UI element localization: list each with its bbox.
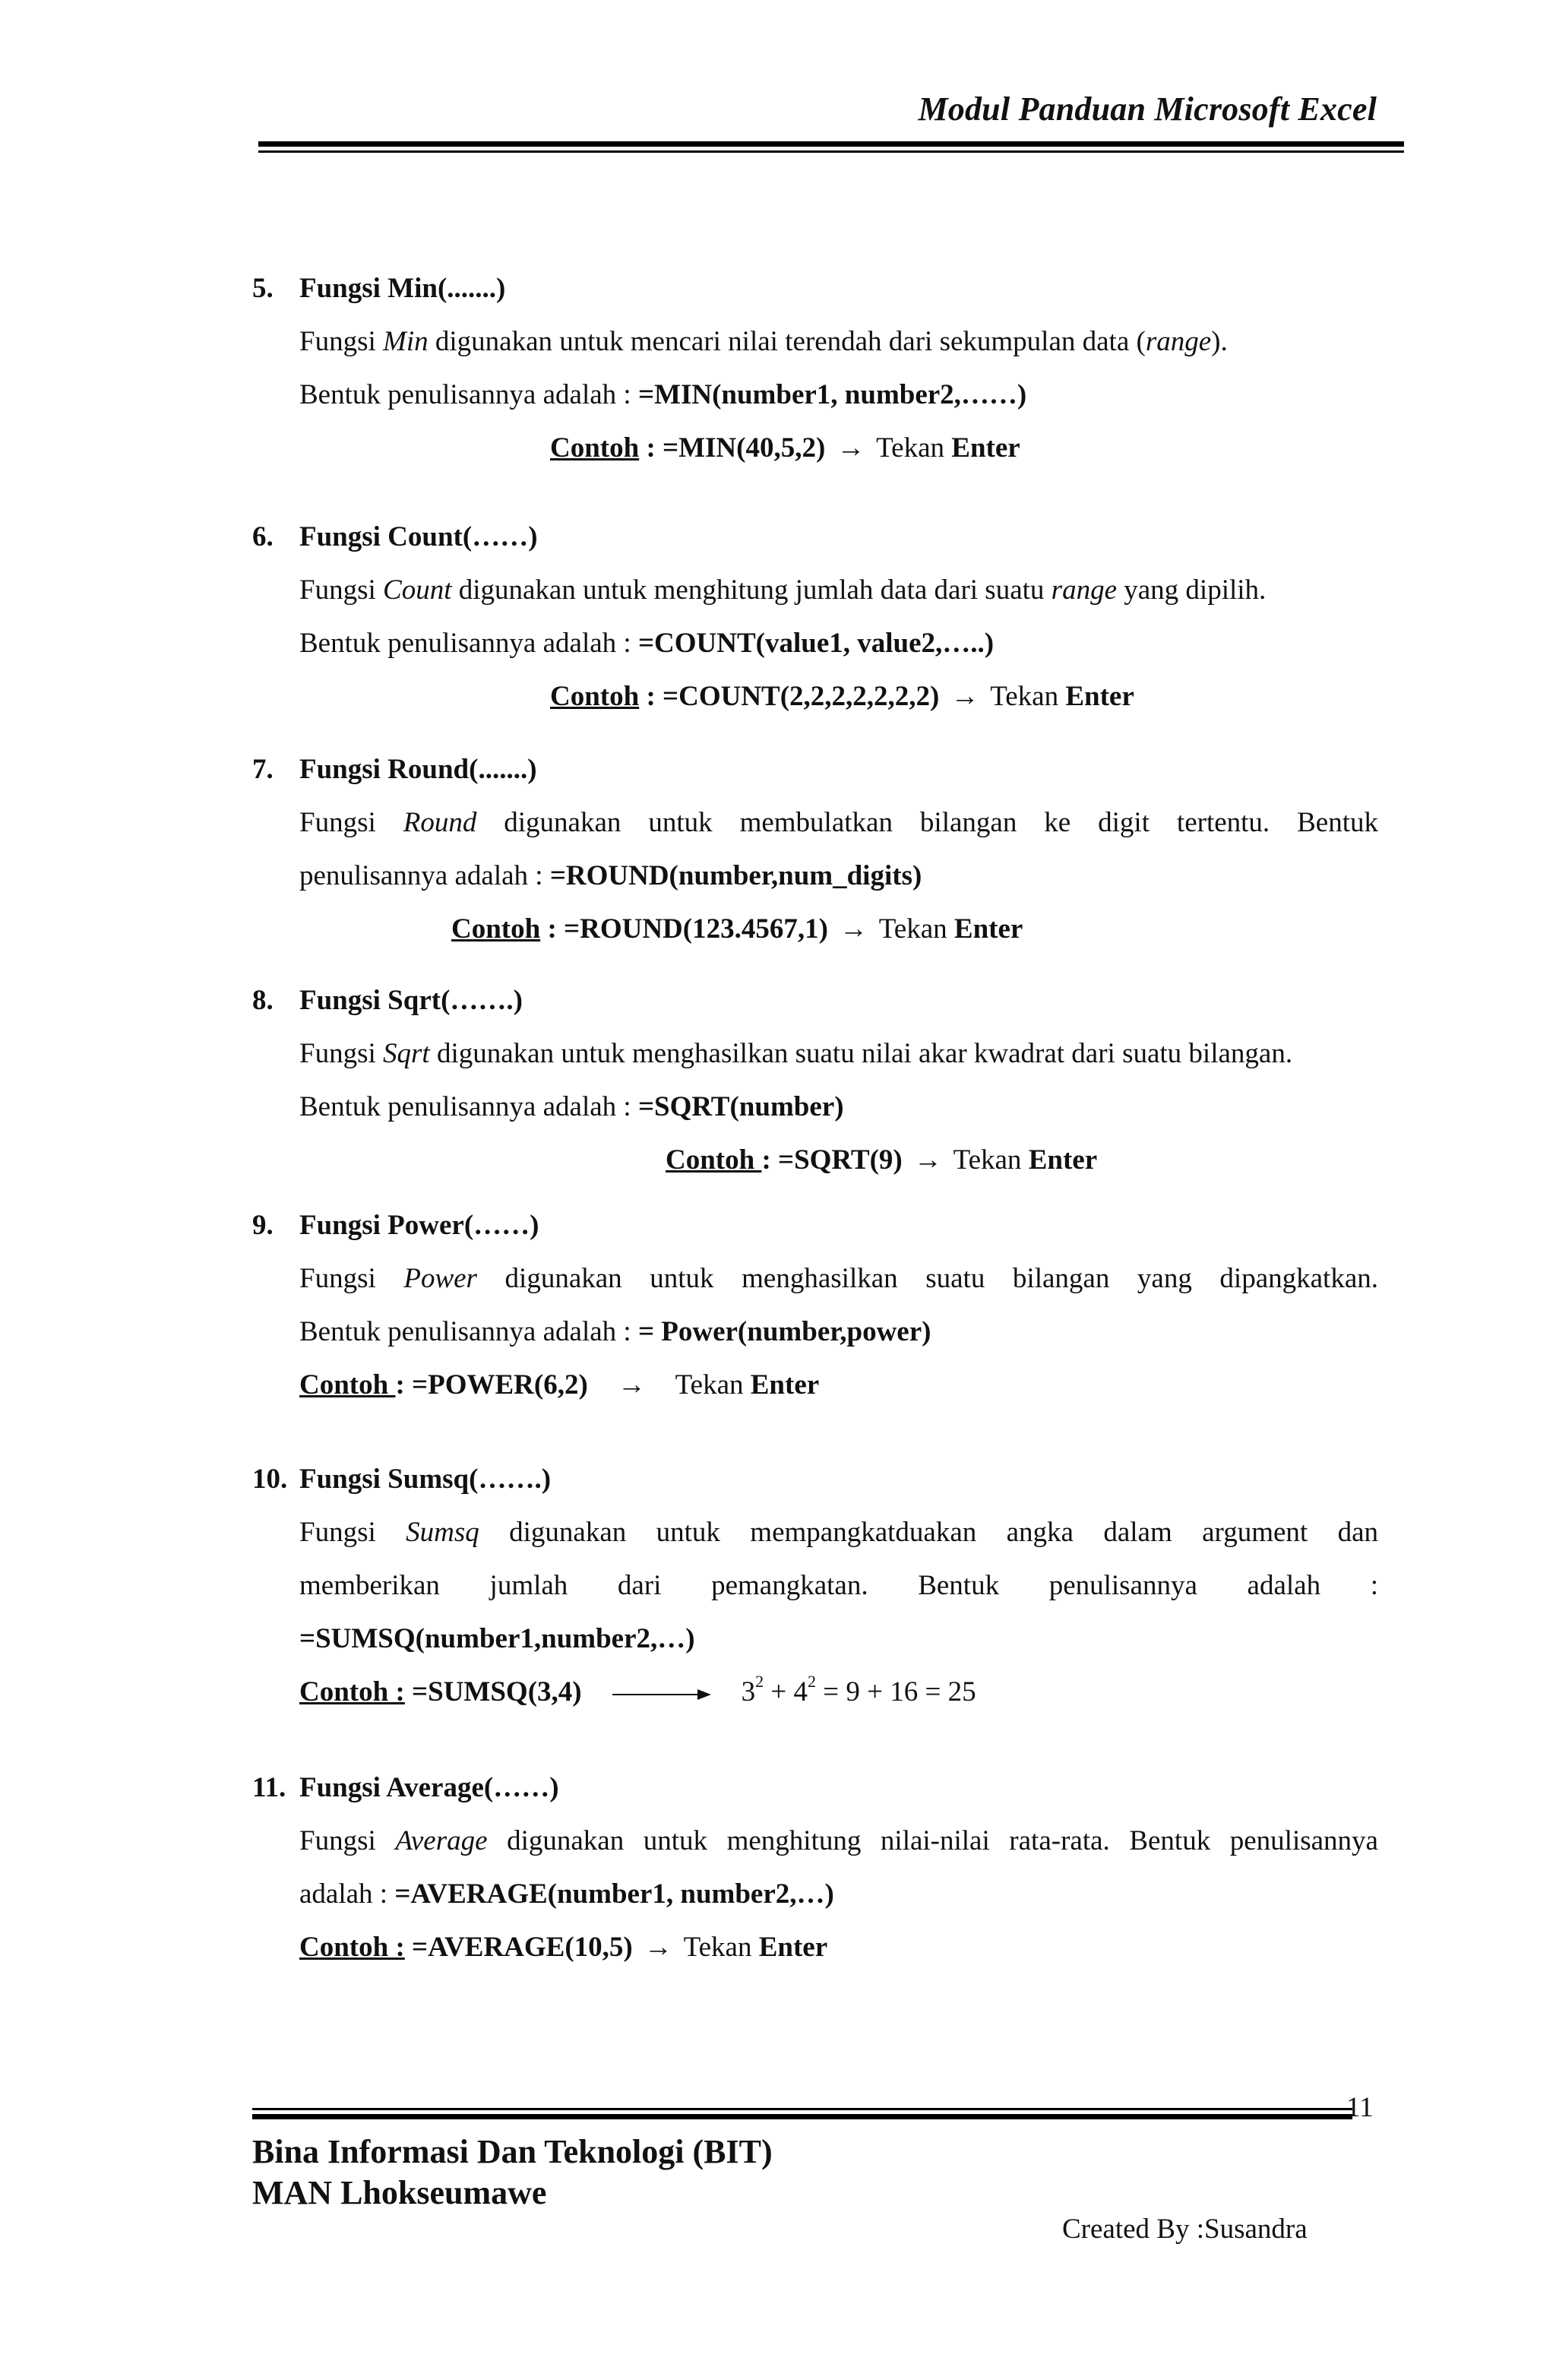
footer-organization: Bina Informasi Dan Teknologi (BIT) [252, 2133, 773, 2170]
section-description: Fungsi Sumsq digunakan untuk mempangkatduakan angka dalam argument dan [299, 1517, 1378, 1548]
section-syntax: Bentuk penulisannya adalah : =MIN(number1, number2,……) [299, 379, 1027, 410]
arrow-right-icon: → [644, 1932, 673, 1963]
section-fungsi-sumsq [252, 1453, 1378, 1719]
section-description: Fungsi Average digunakan untuk menghitung nilai-nilai rata-rata. Bentuk penulisannya [299, 1825, 1378, 1856]
section-syntax: Bentuk penulisannya adalah : =COUNT(value1, value2,…..) [299, 628, 995, 659]
section-fungsi-min [252, 262, 1378, 475]
section-description: Fungsi Min digunakan untuk mencari nilai terendah dari sekumpulan data (range). [299, 326, 1228, 357]
section-description: Fungsi Power digunakan untuk menghasilkan suatu bilangan yang dipangkatkan. [299, 1263, 1378, 1294]
section-description: Fungsi Sqrt digunakan untuk menghasilkan suatu nilai akar kwadrat dari suatu bilangan. [299, 1038, 1293, 1069]
footer-rule-thick [252, 2114, 1352, 2119]
section-title: 8. Fungsi Sqrt(…….) [252, 985, 523, 1016]
section-description: Fungsi Round digunakan untuk membulatkan bilangan ke digit tertentu. Bentuk [299, 807, 1379, 838]
arrow-right-icon: → [618, 1369, 647, 1400]
long-arrow-right-icon [612, 1687, 711, 1702]
section-example: Contoh : =MIN(40,5,2) → Tekan Enter [550, 422, 1378, 475]
section-syntax: =SUMSQ(number1,number2,…) [299, 1623, 695, 1654]
section-example: Contoh : =ROUND(123.4567,1) → Tekan Enter [451, 903, 1378, 956]
page-number: 11 [1346, 2092, 1374, 2123]
header-rule-thick [258, 141, 1404, 147]
arrow-right-icon: → [837, 432, 865, 464]
arrow-right-icon: → [913, 1144, 942, 1176]
section-title: 5. Fungsi Min(.......) [252, 273, 506, 304]
section-fungsi-round [252, 743, 1378, 956]
section-title: 7. Fungsi Round(.......) [252, 754, 537, 785]
header-rule-thin [258, 150, 1404, 153]
section-fungsi-average [252, 1761, 1378, 1974]
section-fungsi-count [252, 511, 1378, 723]
section-example: Contoh : =SUMSQ(3,4) $3^2 + 4^2 = 9 + 16 = 25$ [299, 1672, 976, 1707]
page-header-title: Modul Panduan Microsoft Excel [918, 90, 1377, 128]
section-title: 10. Fungsi Sumsq(…….) [252, 1464, 552, 1495]
footer-rule-thin [252, 2108, 1352, 2110]
section-title: 6. Fungsi Count(……) [252, 521, 538, 552]
section-fungsi-power [252, 1199, 1378, 1412]
arrow-right-icon: → [950, 681, 979, 712]
section-title: 11. Fungsi Average(……) [252, 1772, 559, 1803]
section-example: Contoh : =POWER(6,2) → Tekan Enter [299, 1359, 1378, 1412]
section-example: Contoh : =AVERAGE(10,5) → Tekan Enter [299, 1921, 1378, 1974]
section-syntax: adalah : =AVERAGE(number1, number2,…) [299, 1878, 834, 1910]
section-fungsi-sqrt [252, 974, 1378, 1187]
footer-school: MAN Lhokseumawe [252, 2174, 547, 2211]
section-description: Fungsi Count digunakan untuk menghitung jumlah data dari suatu range yang dipilih. [299, 574, 1267, 606]
section-example: Contoh : =COUNT(2,2,2,2,2,2,2) → Tekan Enter [550, 670, 1378, 723]
section-syntax: Bentuk penulisannya adalah : = Power(number,power) [299, 1316, 931, 1347]
section-syntax: Bentuk penulisannya adalah : =SQRT(number) [299, 1091, 844, 1122]
result-base-a: 3 [741, 1676, 756, 1707]
arrow-right-icon: → [840, 913, 868, 945]
section-title: 9. Fungsi Power(……) [252, 1210, 539, 1241]
section-description-cont: memberikan jumlah dari pemangkatan. Bentuk penulisannya adalah : [299, 1570, 1378, 1601]
section-example: Contoh : =SQRT(9) → Tekan Enter [666, 1134, 1378, 1187]
footer-credit: Created By :Susandra [1062, 2214, 1308, 2245]
section-syntax: penulisannya adalah : =ROUND(number,num_digits) [299, 860, 922, 891]
